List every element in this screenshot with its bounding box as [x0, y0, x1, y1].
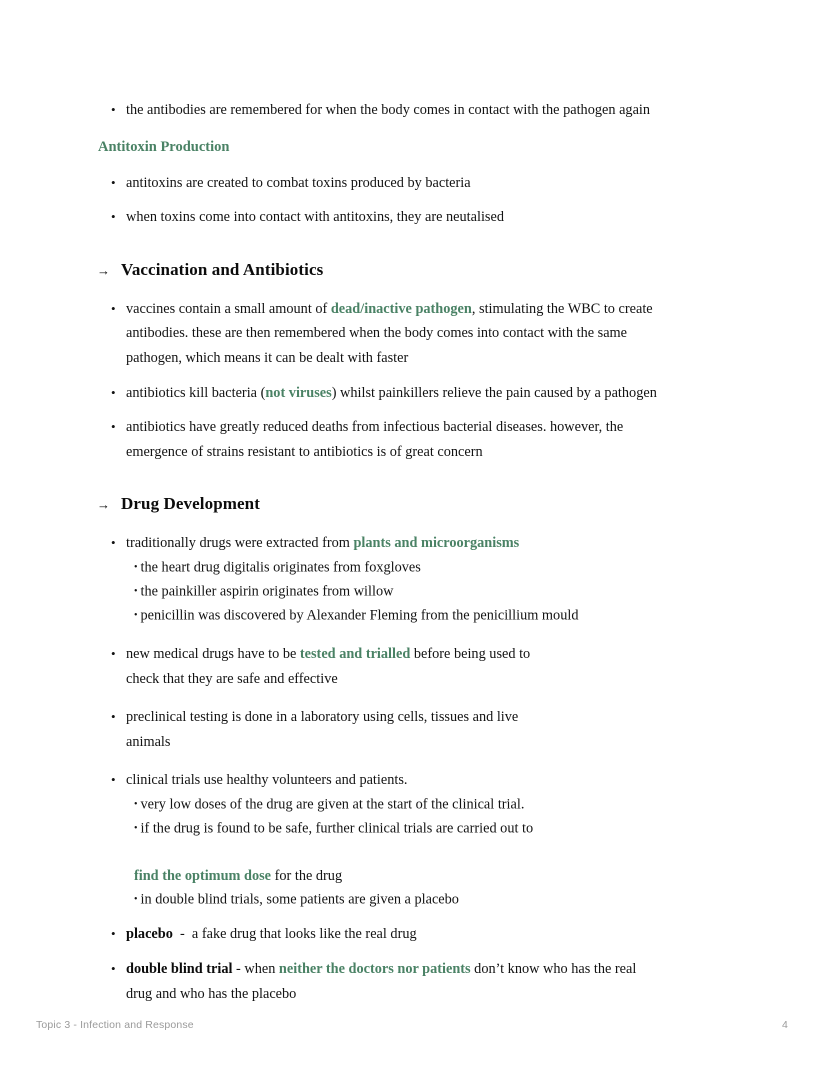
- text-segment: new medical drugs have to be: [126, 645, 300, 662]
- heading-text: Vaccination and Antibiotics: [121, 259, 324, 279]
- continuation-line: [126, 865, 747, 889]
- list-item: [97, 381, 747, 406]
- heading-drug-development: [97, 492, 747, 517]
- list-item-text: [126, 642, 747, 691]
- text-segment: traditionally drugs were extracted from: [126, 535, 354, 552]
- line: antibodies. these are then remembered when the body comes into contact with the same: [126, 325, 628, 342]
- bullet-icon: •: [111, 645, 116, 661]
- sub-bullet-icon: •: [134, 798, 138, 810]
- highlight-text: tested and trialled: [299, 645, 411, 662]
- list-item-text: [126, 926, 417, 942]
- sub-list-item: [126, 793, 747, 817]
- bullet-icon: •: [111, 926, 116, 942]
- line: emergence of strains resistant to antibiotics is of great concern: [126, 443, 483, 460]
- list-item: [97, 171, 747, 196]
- list-item: [97, 957, 747, 1006]
- list-item: [97, 415, 747, 464]
- highlight-text: dead/inactive pathogen: [330, 300, 472, 317]
- line: drug and who has the placebo: [126, 985, 297, 1002]
- line: [126, 642, 747, 667]
- text-segment: , stimulating the WBC to create: [471, 300, 653, 317]
- list-item-text: [126, 531, 747, 628]
- list-item-text: [126, 957, 747, 1006]
- section-heading-antitoxin-production: Antitoxin Production: [98, 138, 230, 155]
- term-definition: - a fake drug that looks like the real drug: [172, 926, 417, 943]
- highlight-text: find the optimum dose: [134, 867, 272, 884]
- footer-topic-label: Topic 3 - Infection and Response: [36, 1019, 194, 1031]
- bullet-icon: •: [111, 102, 116, 117]
- list-item: [97, 705, 747, 754]
- sub-list-item-text: penicillin was discovered by Alexander Fleming from the penicillium mould: [140, 607, 579, 624]
- text-segment: for the drug: [271, 867, 343, 884]
- heading-text: Drug Development: [121, 494, 260, 514]
- arrow-icon: →: [97, 497, 110, 513]
- page-footer: [36, 1019, 792, 1031]
- list-item-text: the antibodies are remembered for when the body comes in contact with the pathogen again: [126, 102, 651, 118]
- text-segment: vaccines contain a small amount of: [126, 300, 331, 317]
- term-label: double blind trial: [126, 961, 233, 977]
- sub-list-item-text: the painkiller aspirin originates from willow: [140, 583, 394, 600]
- heading-vaccination-and-antibiotics: [97, 258, 747, 283]
- list-item: [97, 205, 747, 230]
- line: clinical trials use healthy volunteers and patients.: [126, 772, 408, 789]
- list-item-text: [126, 385, 657, 401]
- list-item: [97, 922, 747, 947]
- list-item-text: [126, 297, 747, 371]
- arrow-icon: →: [97, 262, 110, 278]
- bullet-icon: •: [111, 535, 116, 551]
- text-segment: before being used to: [410, 645, 531, 662]
- bullet-icon: •: [111, 709, 116, 725]
- sub-bullet-icon: •: [134, 585, 138, 597]
- bullet-icon: •: [111, 961, 116, 976]
- line: animals: [126, 733, 171, 750]
- list-item: [97, 531, 747, 628]
- text-segment: ) whilst painkillers relieve the pain caused by a pathogen: [331, 384, 657, 401]
- sub-bullet-icon: •: [134, 894, 138, 906]
- line: check that they are safe and effective: [126, 670, 338, 687]
- term-label: placebo: [126, 926, 173, 943]
- sub-list-item-text: the heart drug digitalis originates from foxgloves: [140, 559, 421, 576]
- line: [126, 297, 747, 322]
- line: [126, 957, 747, 982]
- line: pathogen, which means it can be dealt with faster: [126, 349, 409, 366]
- list-item: [97, 642, 747, 691]
- sub-list-item: [126, 888, 747, 912]
- list-item: [97, 98, 747, 123]
- list-item-text: [126, 705, 747, 754]
- text-segment: - when: [232, 961, 279, 977]
- text-segment: don’t know who has the real: [470, 961, 637, 977]
- sub-list-item: [126, 556, 747, 580]
- sub-list-item-text: in double blind trials, some patients are given a placebo: [140, 891, 459, 908]
- sub-bullet-icon: •: [134, 822, 138, 834]
- bullet-icon: •: [111, 384, 116, 400]
- bullet-icon: •: [111, 772, 116, 788]
- highlight-text: plants and microorganisms: [353, 535, 520, 552]
- text-segment: antibiotics kill bacteria (: [126, 384, 266, 401]
- sub-list-item: [126, 604, 747, 628]
- bullet-icon: •: [111, 174, 116, 190]
- highlight-text: not viruses: [265, 384, 332, 401]
- line: preclinical testing is done in a laboratory using cells, tissues and live: [126, 709, 519, 726]
- line: [126, 531, 747, 556]
- page-number: 4: [782, 1019, 788, 1031]
- line: antibiotics have greatly reduced deaths from infectious bacterial diseases. however, the: [126, 419, 624, 436]
- bullet-icon: •: [111, 209, 116, 225]
- list-item-text: [126, 415, 747, 464]
- bullet-icon: •: [111, 300, 116, 316]
- bullet-icon: •: [111, 419, 116, 435]
- list-item: [97, 297, 747, 371]
- sub-list-item-text: if the drug is found to be safe, further clinical trials are carried out to: [140, 820, 534, 837]
- sub-list-item: [126, 817, 747, 841]
- list-item-text: when toxins come into contact with antitoxins, they are neutalised: [126, 209, 504, 226]
- list-item: [97, 768, 747, 912]
- sub-bullet-icon: •: [134, 561, 138, 573]
- blank-line: [126, 841, 747, 865]
- sub-bullet-icon: •: [134, 609, 138, 621]
- page-content: [97, 98, 747, 1006]
- sub-list-item-text: very low doses of the drug are given at the start of the clinical trial.: [140, 796, 525, 813]
- list-item-text: [126, 768, 747, 912]
- sub-list-item: [126, 580, 747, 604]
- highlight-text: neither the doctors nor patients: [278, 961, 471, 977]
- list-item-text: antitoxins are created to combat toxins produced by bacteria: [126, 174, 471, 191]
